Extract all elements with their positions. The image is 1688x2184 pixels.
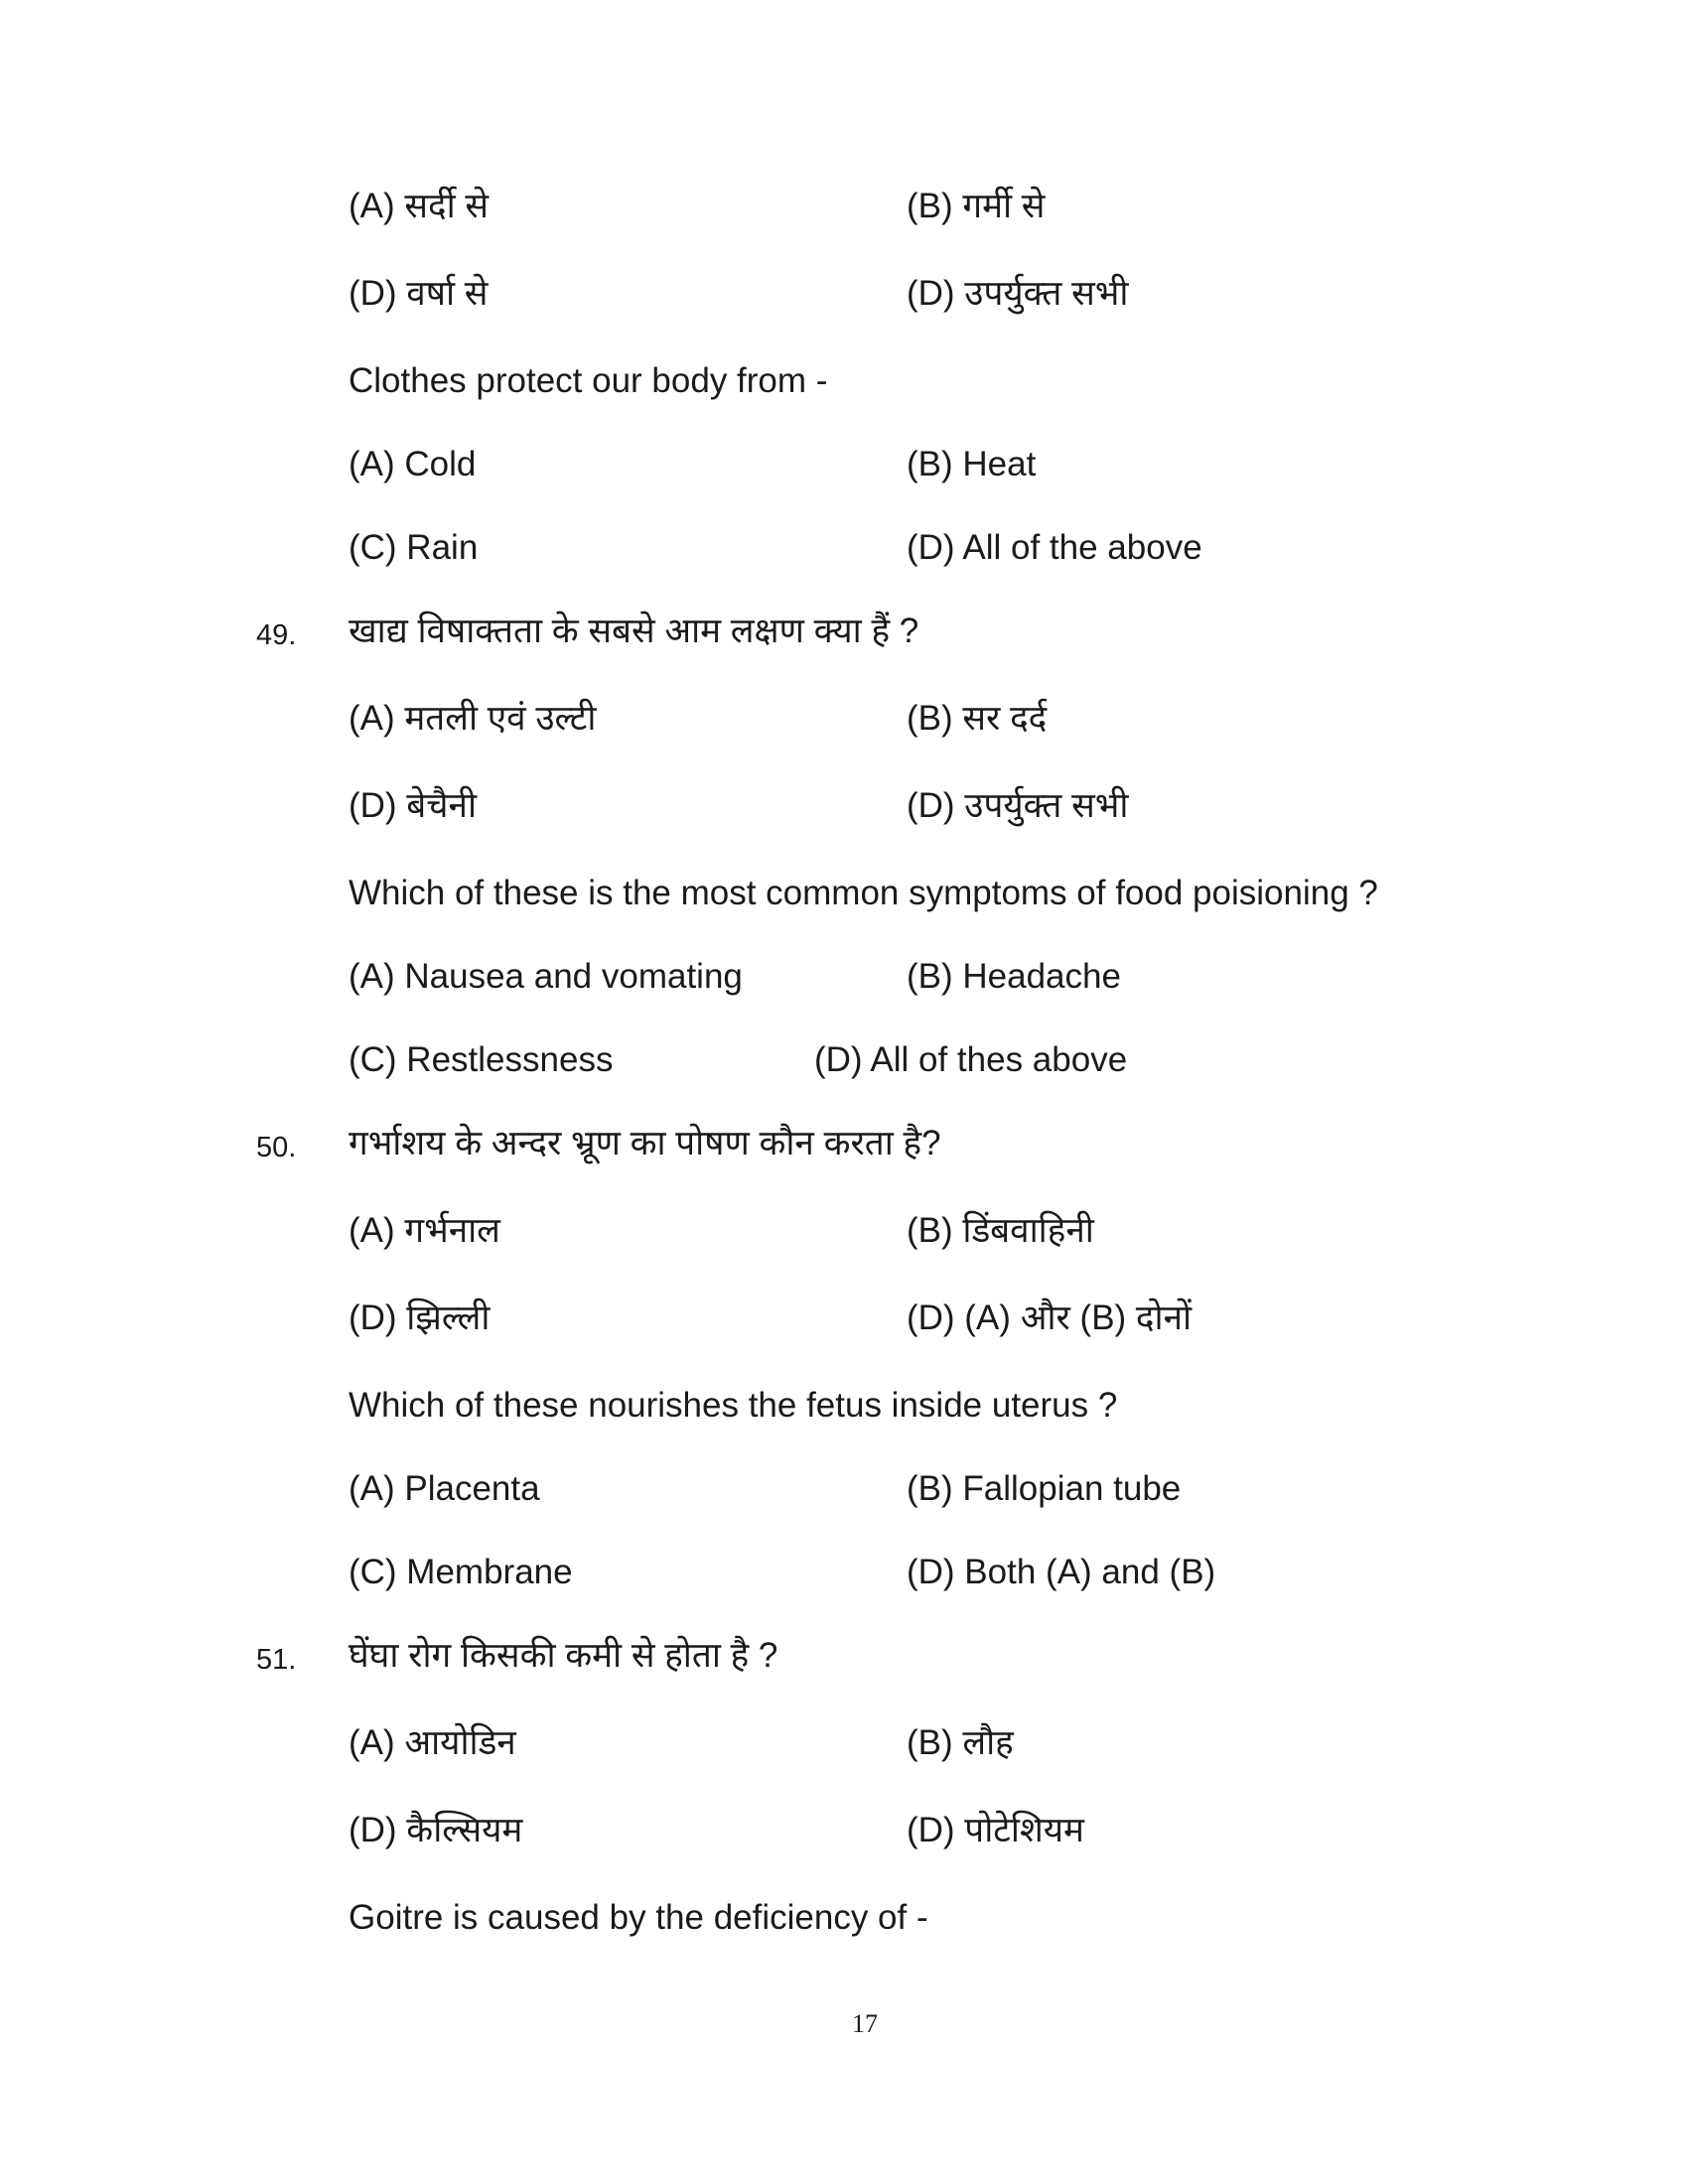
option-text: (B) डिंबवाहिनी: [907, 1211, 1094, 1250]
option-text: (B) Headache: [907, 957, 1121, 996]
option-text: (D) All of thes above: [814, 1040, 1128, 1079]
question-text-hi: गर्भाशय के अन्दर भ्रूण का पोषण कौन करता है?: [349, 1124, 941, 1162]
option-text: (D) झिल्ली: [349, 1298, 491, 1337]
option-text: (D) वर्षा से: [349, 274, 489, 313]
option-text: (A) सर्दी से: [349, 187, 490, 225]
option-text: (D) (A) और (B) दोनों: [907, 1298, 1193, 1337]
option-text: (C) Rain: [349, 528, 479, 567]
option-text: (A) गर्भनाल: [349, 1211, 500, 1250]
option-text: (D) उपर्युक्त सभी: [907, 274, 1129, 313]
option-text: (B) गर्मी से: [907, 187, 1046, 225]
option-text: (A) आयोडिन: [349, 1723, 516, 1762]
question-text-en: Which of these nourishes the fetus inside uterus ?: [349, 1386, 1118, 1425]
option-text: (A) Nausea and vomating: [349, 957, 743, 996]
question-text-en: Clothes protect our body from -: [349, 361, 828, 400]
option-text: (D) कैल्सियम: [349, 1811, 523, 1849]
question-text-hi: खाद्य विषाक्तता के सबसे आम लक्षण क्या हैं ?: [349, 612, 919, 650]
question-text-en: Goitre is caused by the deficiency of -: [349, 1898, 928, 1937]
option-text: (C) Membrane: [349, 1553, 573, 1591]
option-text: (A) Cold: [349, 445, 477, 483]
option-text: (B) Fallopian tube: [907, 1469, 1182, 1508]
option-text: (C) Restlessness: [349, 1040, 614, 1079]
option-text: (D) बेचैनी: [349, 786, 478, 825]
option-text: (D) पोटेशियम: [907, 1811, 1084, 1849]
option-text: (D) उपर्युक्त सभी: [907, 786, 1129, 825]
option-text: (D) All of the above: [907, 528, 1202, 567]
option-text: (D) Both (A) and (B): [907, 1553, 1216, 1591]
option-text: (B) सर दर्द: [907, 699, 1048, 738]
question-text-hi: घेंघा रोग किसकी कमी से होता है ?: [349, 1636, 778, 1675]
option-text: (B) लौह: [907, 1723, 1014, 1762]
question-number: 51.: [256, 1644, 297, 1676]
question-number: 50.: [256, 1132, 297, 1163]
question-text-en: Which of these is the most common symptoms of food poisioning ?: [349, 874, 1378, 912]
question-number: 49.: [256, 619, 297, 651]
option-text: (B) Heat: [907, 445, 1037, 483]
option-text: (A) मतली एवं उल्टी: [349, 699, 597, 738]
option-text: (A) Placenta: [349, 1469, 540, 1508]
page-number: 17: [852, 2009, 878, 2038]
